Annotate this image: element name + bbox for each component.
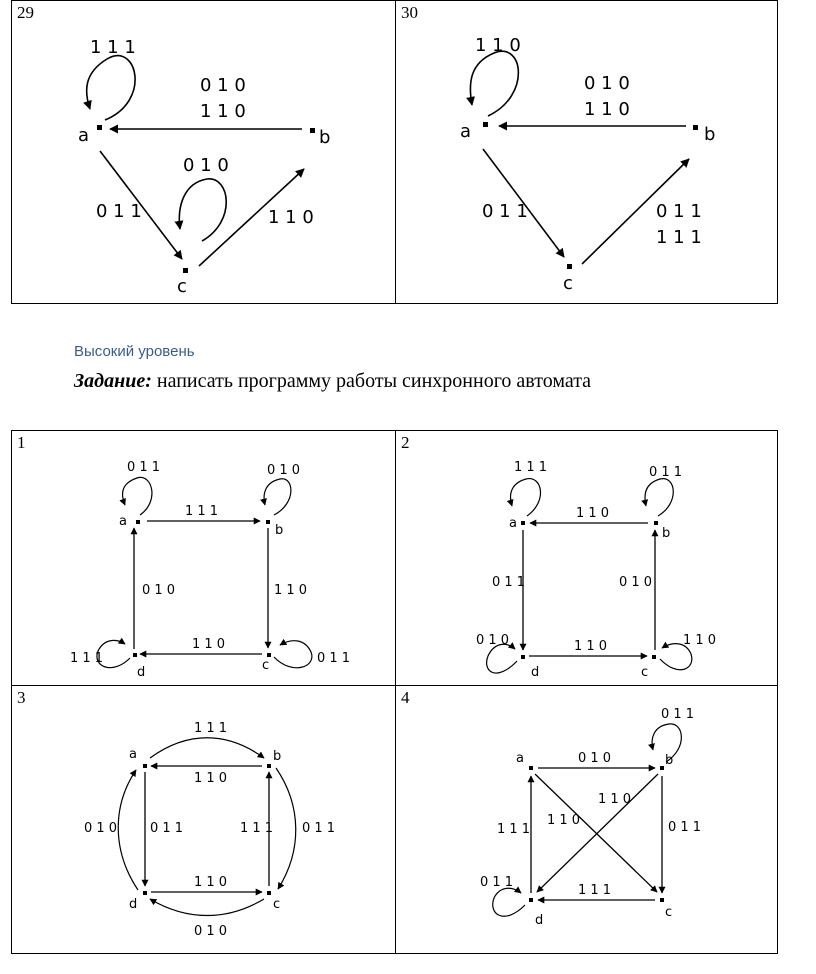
transition-label: 0 1 1 [317, 651, 351, 666]
transition-label: 1 1 1 [70, 651, 104, 666]
node-label: d [535, 913, 544, 928]
state-node-d [143, 891, 147, 895]
state-diagram [396, 686, 779, 955]
transition-label: 0 1 0 [619, 575, 653, 590]
diagram-cell-3 [11, 685, 396, 954]
transition-label: 1 1 0 [576, 506, 610, 521]
transition-label: 1 1 1 [185, 504, 219, 519]
state-node-d [529, 898, 533, 902]
state-node-a [529, 766, 533, 770]
transition-label: 0 1 0 [84, 821, 118, 836]
node-label: c [177, 276, 187, 297]
diagram-cell-29 [11, 0, 396, 304]
transition-label: 1 1 0 [194, 875, 228, 890]
state-diagram [396, 1, 779, 305]
task-label: Задание: [74, 370, 152, 392]
state-node-b [266, 520, 270, 524]
state-node-b [660, 766, 664, 770]
state-diagram [12, 431, 397, 687]
transition-label: 1 1 0 [574, 639, 608, 654]
transition-label: 0 1 1 [480, 875, 514, 890]
transition-a-c [535, 774, 657, 892]
node-label: d [129, 897, 138, 912]
transition-d-d [487, 644, 517, 673]
transition-label: 0 1 0 [194, 924, 228, 939]
transition-label: 0 1 0 [200, 75, 246, 96]
diagram-cell-1 [11, 430, 396, 686]
cell-number: 29 [17, 3, 34, 22]
cell-number: 3 [17, 688, 26, 707]
state-node-d [521, 655, 525, 659]
transition-label: 1 1 0 [547, 813, 581, 828]
node-label: a [460, 121, 472, 142]
transition-label: 0 1 1 [96, 201, 142, 222]
transition-label: 1 1 1 [578, 883, 612, 898]
node-label: a [78, 125, 90, 146]
node-label: c [273, 897, 281, 912]
state-node-b [310, 128, 315, 133]
cell-number: 4 [401, 688, 410, 707]
node-label: a [516, 751, 524, 766]
transition-label: 0 1 0 [267, 463, 301, 478]
transition-label: 0 1 0 [476, 633, 510, 648]
state-node-c [652, 655, 656, 659]
state-diagram [12, 686, 397, 955]
node-label: b [662, 526, 671, 541]
transition-b-c [276, 768, 296, 889]
state-node-a [97, 125, 102, 130]
transition-label: 1 1 0 [598, 792, 632, 807]
transition-label: 1 1 1 [194, 721, 228, 736]
transition-a-a [87, 56, 135, 120]
transition-label: 1 1 1 [497, 822, 531, 837]
transition-label: 0 1 0 [578, 751, 612, 766]
transition-label: 1 1 1 [656, 227, 702, 248]
cell-number: 2 [401, 433, 410, 452]
transition-a-a [470, 51, 518, 116]
transition-label: 1 1 1 [240, 821, 274, 836]
state-node-c [567, 264, 572, 269]
transition-b-b [645, 479, 673, 516]
node-label: c [262, 658, 270, 673]
transition-label: 1 1 1 [90, 37, 136, 58]
node-label: a [129, 747, 137, 762]
cell-number: 30 [401, 3, 418, 22]
transition-label: 1 1 0 [683, 633, 717, 648]
state-node-a [483, 122, 488, 127]
node-label: b [273, 749, 282, 764]
transition-c-c [179, 179, 226, 241]
state-node-a [521, 521, 525, 525]
state-node-c [267, 653, 271, 657]
node-label: b [704, 124, 716, 145]
transition-label: 0 1 1 [661, 707, 695, 722]
state-node-c [267, 891, 271, 895]
node-label: d [137, 665, 146, 680]
transition-label: 0 1 1 [649, 465, 683, 480]
task-text: написать программу работы синхронного автомата [151, 370, 592, 392]
transition-d-a [118, 770, 138, 890]
node-label: d [531, 665, 540, 680]
section-subtitle: Высокий уровень [74, 343, 195, 360]
transition-b-b [264, 479, 291, 515]
node-label: b [275, 523, 284, 538]
state-diagram [12, 1, 397, 305]
transition-label: 1 1 1 [514, 460, 548, 475]
node-label: c [665, 905, 673, 920]
transition-c-d [150, 899, 264, 916]
transition-label: 0 1 1 [492, 575, 526, 590]
node-label: b [319, 127, 331, 148]
transition-label: 1 1 0 [192, 637, 226, 652]
transition-a-b [150, 738, 264, 758]
transition-label: 0 1 1 [302, 821, 336, 836]
transition-label: 1 1 0 [194, 771, 228, 786]
state-node-c [660, 898, 664, 902]
node-label: a [119, 514, 127, 529]
node-label: c [563, 273, 573, 294]
transition-label: 0 1 1 [668, 820, 702, 835]
transition-label: 1 1 0 [584, 99, 630, 120]
transition-label: 0 1 1 [656, 201, 702, 222]
transition-d-d [493, 888, 525, 916]
transition-label: 0 1 0 [584, 73, 630, 94]
transition-label: 1 1 0 [274, 583, 308, 598]
state-node-b [654, 521, 658, 525]
state-node-c [183, 268, 188, 273]
task-statement [74, 370, 591, 393]
state-node-d [133, 653, 137, 657]
diagram-cell-30 [395, 0, 778, 304]
transition-label: 0 1 0 [183, 155, 229, 176]
transition-a-a [123, 477, 152, 515]
state-node-a [143, 764, 147, 768]
transition-c-c [274, 641, 312, 668]
transition-label: 0 1 0 [142, 583, 176, 598]
transition-label: 0 1 1 [127, 460, 161, 475]
transition-label: 0 1 1 [150, 821, 184, 836]
node-label: c [641, 665, 649, 680]
node-label: a [509, 516, 517, 531]
node-label: b [665, 753, 674, 768]
transition-label: 0 1 1 [482, 201, 528, 222]
transition-label: 1 1 0 [475, 35, 521, 56]
state-node-b [693, 125, 698, 130]
diagram-cell-4 [395, 685, 778, 954]
diagram-cell-2 [395, 430, 778, 686]
state-node-a [136, 520, 140, 524]
transition-label: 1 1 0 [200, 101, 246, 122]
cell-number: 1 [17, 433, 26, 452]
state-diagram [396, 431, 779, 687]
transition-label: 1 1 0 [268, 207, 314, 228]
transition-a-a [511, 479, 541, 516]
state-node-b [267, 764, 271, 768]
